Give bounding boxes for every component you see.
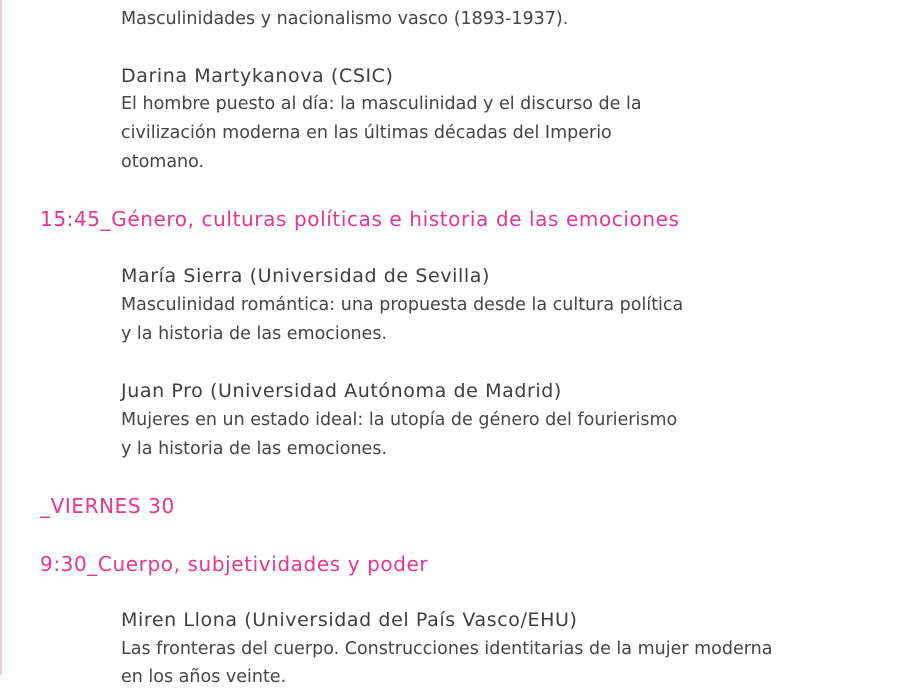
talk-martykanova-title-line-3: otomano.: [121, 152, 205, 172]
talk-pro-title-line-2: y la historia de las emociones.: [121, 439, 388, 459]
talk-llona-title-line-1: Las fronteras del cuerpo. Construcciones identitarias de la mujer moderna: [121, 639, 773, 659]
speaker-pro: Juan Pro (Universidad Autónoma de Madrid): [121, 380, 562, 402]
talk-sierra-title-line-2: y la historia de las emociones.: [121, 324, 388, 344]
speaker-llona: Miren Llona (Universidad del País Vasco/EHU): [121, 609, 578, 631]
talk-sierra-title-line-1: Masculinidad romántica: una propuesta desde la cultura política: [121, 295, 684, 315]
talk-pro-title-line-1: Mujeres en un estado ideal: la utopía de género del fourierismo: [121, 410, 678, 430]
page-edge-line: [0, 0, 2, 675]
session-heading-0930: 9:30_Cuerpo, subjetividades y poder: [40, 552, 429, 576]
session-heading-1545: 15:45_Género, culturas políticas e historia de las emociones: [40, 207, 680, 231]
talk-martykanova-title-line-1: El hombre puesto al día: la masculinidad y el discurso de la: [121, 94, 642, 114]
speaker-sierra: María Sierra (Universidad de Sevilla): [121, 265, 491, 287]
speaker-martykanova: Darina Martykanova (CSIC): [121, 65, 394, 87]
day-heading-friday: _VIERNES 30: [40, 494, 175, 518]
talk-prev-title-line-1: Masculinidades y nacionalismo vasco (1893-1937).: [121, 9, 569, 29]
talk-llona-title-line-2: en los años veinte.: [121, 667, 287, 687]
talk-martykanova-title-line-2: civilización moderna en las últimas décadas del Imperio: [121, 123, 612, 143]
